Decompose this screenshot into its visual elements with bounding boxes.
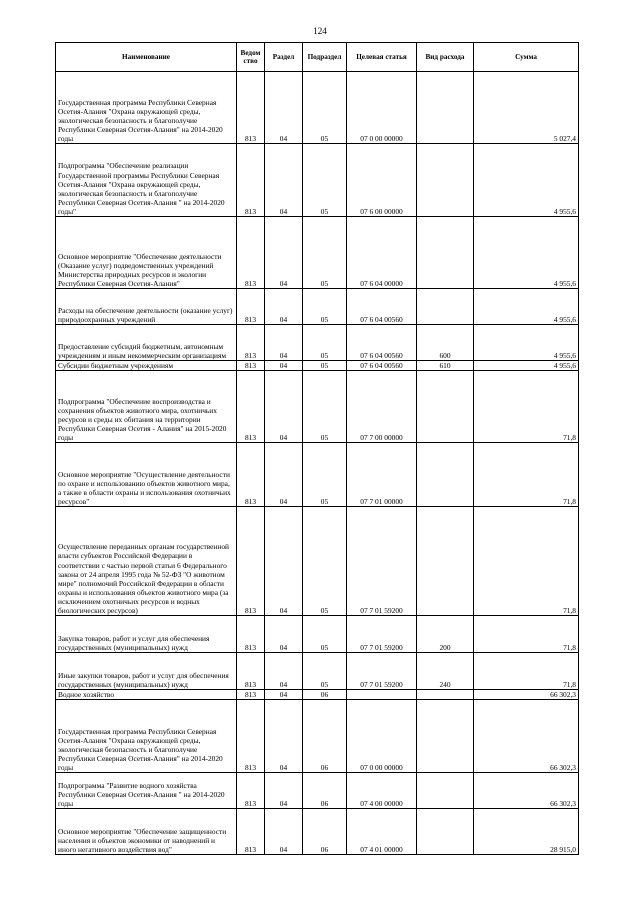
row-subsection: 06 xyxy=(303,773,347,809)
row-name: Государственная программа Республики Северная Осетия-Алания "Охрана окружающей среды, экологическая безопасность и благополучие Республики Северная Осетия-Алания" на 2014-2020 годы xyxy=(56,72,237,144)
table-row xyxy=(56,217,579,289)
row-target-article: 07 6 04 00560 xyxy=(347,325,417,361)
row-section: 04 xyxy=(265,72,303,144)
row-target-article: 07 7 01 59200 xyxy=(347,616,417,653)
row-expense-type xyxy=(417,217,474,289)
table-row xyxy=(56,507,579,616)
col-header-expense-type: Вид расхода xyxy=(417,43,474,72)
row-amount: 4 955,6 xyxy=(474,325,579,361)
row-expense-type xyxy=(417,507,474,616)
row-target-article: 07 4 00 00000 xyxy=(347,773,417,809)
row-amount: 66 302,3 xyxy=(474,690,579,700)
col-header-section: Раздел xyxy=(265,43,303,72)
row-name: Осуществление переданных органам государственной власти субъектов Российской Федерации в соответствии с частью первой статьи 6 Федерального закона от 24 апреля 1995 года № 52-ФЗ "О животном мире" полномочий Российской Федерации в области охраны и использования объектов животного мира (за исключением охотничьих ресурсов и водных биологических ресурсов) xyxy=(56,507,237,616)
row-section: 04 xyxy=(265,325,303,361)
row-amount: 4 955,6 xyxy=(474,144,579,217)
row-expense-type xyxy=(417,690,474,700)
row-section: 04 xyxy=(265,443,303,507)
row-subsection: 06 xyxy=(303,700,347,773)
table-row xyxy=(56,700,579,773)
row-ministry: 813 xyxy=(237,690,265,700)
row-expense-type xyxy=(417,371,474,443)
table-row xyxy=(56,773,579,809)
row-amount: 71,8 xyxy=(474,443,579,507)
row-amount: 4 955,6 xyxy=(474,217,579,289)
row-section: 04 xyxy=(265,217,303,289)
row-name: Предоставление субсидий бюджетным, автономным учреждениям и иным некоммерческим организациям xyxy=(56,325,237,361)
row-subsection: 06 xyxy=(303,690,347,700)
row-expense-type xyxy=(417,700,474,773)
row-expense-type xyxy=(417,289,474,325)
row-name: Субсидии бюджетным учреждениям xyxy=(56,361,237,371)
table-row xyxy=(56,371,579,443)
row-target-article: 07 0 00 00000 xyxy=(347,72,417,144)
row-ministry: 813 xyxy=(237,653,265,690)
table-row xyxy=(56,144,579,217)
row-section: 04 xyxy=(265,653,303,690)
row-section: 04 xyxy=(265,616,303,653)
col-header-subsection: Подраздел xyxy=(303,43,347,72)
row-target-article: 07 7 01 00000 xyxy=(347,443,417,507)
row-subsection: 05 xyxy=(303,616,347,653)
row-amount: 71,8 xyxy=(474,507,579,616)
row-subsection: 05 xyxy=(303,371,347,443)
row-target-article xyxy=(347,690,417,700)
row-target-article: 07 7 01 59200 xyxy=(347,507,417,616)
row-subsection: 05 xyxy=(303,72,347,144)
row-target-article: 07 4 01 00000 xyxy=(347,809,417,855)
row-subsection: 05 xyxy=(303,325,347,361)
row-ministry: 813 xyxy=(237,217,265,289)
table-row xyxy=(56,289,579,325)
row-expense-type: 610 xyxy=(417,361,474,371)
table-row xyxy=(56,653,579,690)
row-name: Иные закупки товаров, работ и услуг для обеспечения государственных (муниципальных) нужд xyxy=(56,653,237,690)
row-name: Водное хозяйство xyxy=(56,690,237,700)
budget-table xyxy=(55,42,579,855)
table-row xyxy=(56,616,579,653)
row-target-article: 07 6 00 00000 xyxy=(347,144,417,217)
row-section: 04 xyxy=(265,690,303,700)
row-subsection: 05 xyxy=(303,289,347,325)
row-ministry: 813 xyxy=(237,616,265,653)
row-ministry: 813 xyxy=(237,507,265,616)
row-subsection: 05 xyxy=(303,144,347,217)
row-expense-type: 240 xyxy=(417,653,474,690)
row-name: Подпрограмма "Обеспечение воспроизводства и сохранения объектов животного мира, охотничьих ресурсов и среды их обитания на территории Республики Северная Осетия - Алания" на 2015-2020 годы xyxy=(56,371,237,443)
row-expense-type: 600 xyxy=(417,325,474,361)
row-expense-type xyxy=(417,773,474,809)
row-name: Основное мероприятие "Обеспечение защищенности населения и объектов экономики от наводнений и иного негативного воздействия вод" xyxy=(56,809,237,855)
row-ministry: 813 xyxy=(237,325,265,361)
row-expense-type xyxy=(417,72,474,144)
row-amount: 28 915,0 xyxy=(474,809,579,855)
table-row xyxy=(56,690,579,700)
row-name: Закупка товаров, работ и услуг для обеспечения государственных (муниципальных) нужд xyxy=(56,616,237,653)
row-section: 04 xyxy=(265,144,303,217)
row-target-article: 07 6 04 00560 xyxy=(347,289,417,325)
row-ministry: 813 xyxy=(237,289,265,325)
row-target-article: 07 7 00 00000 xyxy=(347,371,417,443)
row-expense-type xyxy=(417,443,474,507)
row-expense-type: 200 xyxy=(417,616,474,653)
row-ministry: 813 xyxy=(237,144,265,217)
row-ministry: 813 xyxy=(237,371,265,443)
row-section: 04 xyxy=(265,371,303,443)
row-amount: 71,8 xyxy=(474,616,579,653)
row-ministry: 813 xyxy=(237,700,265,773)
row-subsection: 05 xyxy=(303,653,347,690)
row-subsection: 06 xyxy=(303,809,347,855)
col-header-ministry: Ведомство xyxy=(237,43,265,72)
row-name: Расходы на обеспечение деятельности (оказание услуг) природоохранных учреждений xyxy=(56,289,237,325)
row-ministry: 813 xyxy=(237,361,265,371)
row-section: 04 xyxy=(265,700,303,773)
row-subsection: 05 xyxy=(303,361,347,371)
row-amount: 66 302,3 xyxy=(474,773,579,809)
row-target-article: 07 6 04 00000 xyxy=(347,217,417,289)
table-row xyxy=(56,361,579,371)
row-amount: 5 027,4 xyxy=(474,72,579,144)
table-row xyxy=(56,443,579,507)
row-subsection: 05 xyxy=(303,443,347,507)
row-name: Подпрограмма "Развитие водного хозяйства Республики Северная Осетия-Алания " на 2014-2020 годы xyxy=(56,773,237,809)
col-header-amount: Сумма xyxy=(474,43,579,72)
row-ministry: 813 xyxy=(237,72,265,144)
row-name: Основное мероприятие "Обеспечение деятельности (Оказание услуг) подведомственных учреждений Министерства природных ресурсов и экологии Республики Северная Осетия-Алания" xyxy=(56,217,237,289)
row-subsection: 05 xyxy=(303,507,347,616)
page-number: 124 xyxy=(313,26,327,36)
row-section: 04 xyxy=(265,773,303,809)
table-header-row xyxy=(56,43,579,72)
row-expense-type xyxy=(417,144,474,217)
row-amount: 66 302,3 xyxy=(474,700,579,773)
row-amount: 4 955,6 xyxy=(474,361,579,371)
row-expense-type xyxy=(417,809,474,855)
col-header-name: Наименование xyxy=(56,43,237,72)
row-ministry: 813 xyxy=(237,443,265,507)
table-row xyxy=(56,809,579,855)
row-name: Подпрограмма "Обеспечение реализации Государственной программы Республики Северная Осетия-Алания "Охрана окружающей среды, экологическая безопасность и благополучие Республики Северная Осетия-Алания " на 2014-2020 годы" xyxy=(56,144,237,217)
row-name: Государственная программа Республики Северная Осетия-Алания "Охрана окружающей среды, экологическая безопасность и благополучие Республики Северная Осетия-Алания" на 2014-2020 годы xyxy=(56,700,237,773)
row-amount: 71,8 xyxy=(474,371,579,443)
row-subsection: 05 xyxy=(303,217,347,289)
row-target-article: 07 6 04 00560 xyxy=(347,361,417,371)
row-target-article: 07 7 01 59200 xyxy=(347,653,417,690)
row-ministry: 813 xyxy=(237,809,265,855)
row-section: 04 xyxy=(265,361,303,371)
row-name: Основное мероприятие "Осуществление деятельности по охране и использованию объектов животного мира, а также в области охраны и использования охотничьих ресурсов" xyxy=(56,443,237,507)
col-header-target-article: Целевая статья xyxy=(347,43,417,72)
row-section: 04 xyxy=(265,289,303,325)
table-row xyxy=(56,325,579,361)
table-row xyxy=(56,72,579,144)
row-ministry: 813 xyxy=(237,773,265,809)
row-amount: 71,8 xyxy=(474,653,579,690)
row-section: 04 xyxy=(265,507,303,616)
row-target-article: 07 0 00 00000 xyxy=(347,700,417,773)
row-amount: 4 955,6 xyxy=(474,289,579,325)
row-section: 04 xyxy=(265,809,303,855)
